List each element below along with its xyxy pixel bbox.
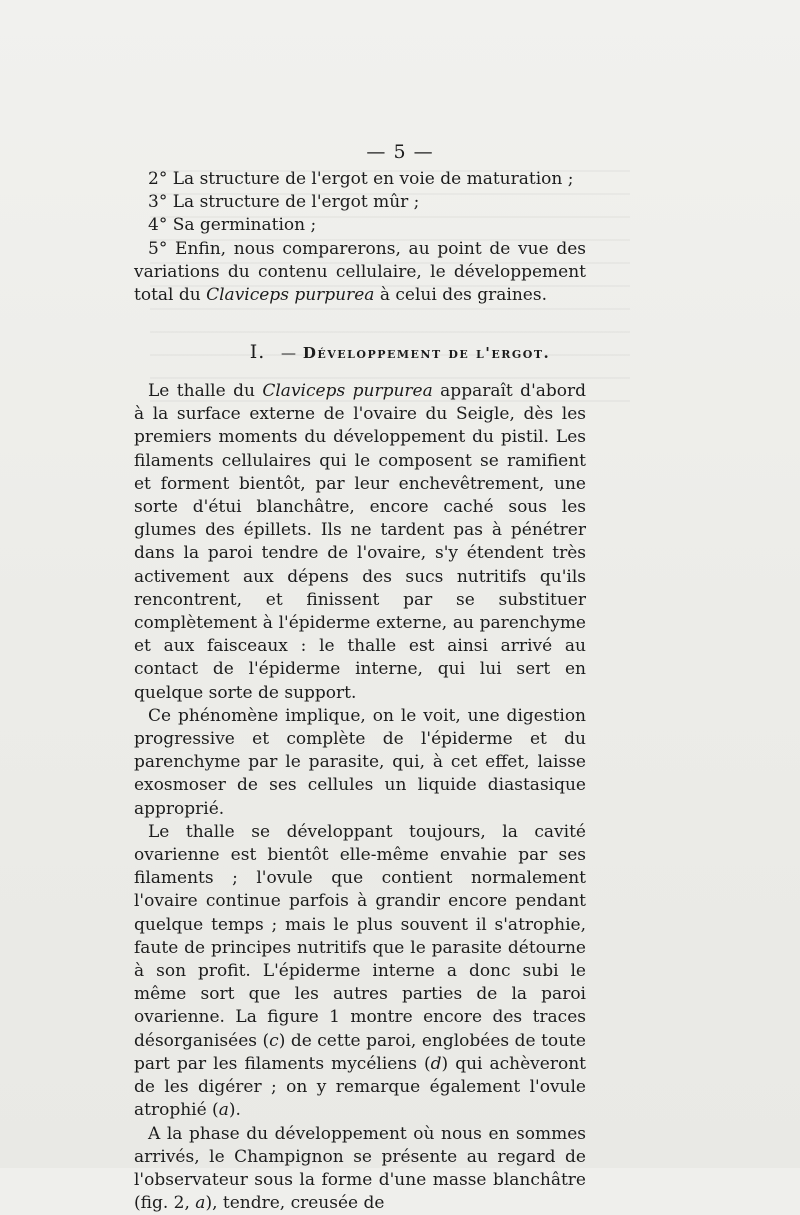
- list-number: 5°: [148, 239, 167, 259]
- list-text: à celui des graines.: [374, 285, 547, 305]
- list-item: [134, 238, 586, 308]
- paragraph-text: ).: [229, 1100, 241, 1120]
- list-text: La structure de l'ergot mûr ;: [173, 192, 420, 212]
- numbered-list: [134, 168, 586, 307]
- figure-ref: a: [195, 1193, 205, 1213]
- paragraph-text: ) qui achèveront de les digérer ; on y remarque également l'ovule atrophié (: [134, 1054, 586, 1120]
- species-name: Claviceps purpurea: [262, 381, 432, 401]
- paragraph: Ce phénomène implique, on le voit, une digestion progressive et complète de l'épiderme et du parenchyme par le parasite, qui, à cet effet, laisse exosmoser de ses cellules un liquide diastasique approprié.: [134, 705, 586, 821]
- list-number: 4°: [148, 215, 167, 235]
- paragraph: [134, 821, 586, 1123]
- list-item: [134, 168, 586, 191]
- list-item: [134, 191, 586, 214]
- list-number: 2°: [148, 169, 167, 189]
- species-name: Claviceps purpurea: [206, 285, 374, 305]
- page-number: — 5 —: [0, 141, 800, 163]
- figure-ref: d: [431, 1054, 442, 1074]
- paragraph-text: Le thalle du: [148, 381, 262, 401]
- list-text: La structure de l'ergot en voie de maturation ;: [173, 169, 574, 189]
- list-item: [134, 214, 586, 237]
- section-number: I.: [250, 341, 266, 363]
- list-text: Enfin, nous comparerons, au point de vue des variations du contenu cellulaire, le développement total du: [134, 239, 586, 305]
- section-title: Développement de l'ergot.: [303, 344, 550, 362]
- paragraph-text: ) de cette paroi, englobées de toute part par les filaments mycéliens (: [134, 1031, 586, 1074]
- paragraph-text: apparaît d'abord à la surface externe de l'ovaire du Seigle, dès les premiers moments du développement du pistil. Les filaments cellulaires qui le composent se ramifient et forment bientôt, par leur enchevêtrement, une sorte d'étui blanchâtre, encore caché sous les glumes des épillets. Ils ne tardent pas à pénétrer dans la paroi tendre de l'ovaire, s'y étendent très activement aux dépens des sucs nutritifs qu'ils rencontrent, et finissent par se substituer complètement à l'épiderme externe, au parenchyme et aux faisceaux : le thalle est ainsi arrivé au contact de l'épiderme interne, qui lui sert en quelque sorte de support.: [134, 381, 586, 703]
- paragraph-text: Le thalle se développant toujours, la cavité ovarienne est bientôt elle-même envahie par ses filaments ; l'ovule que contient normalement l'ovaire continue parfois à grandir encore pendant quelque temps ; mais le plus souvent il s'atrophie, faute de principes nutritifs que le parasite détourne à son profit. L'épiderme interne a donc subi le même sort que les autres parties de la paroi ovarienne. La figure 1 montre encore des traces désorganisées (: [134, 822, 586, 1051]
- list-number: 3°: [148, 192, 167, 212]
- figure-ref: c: [269, 1031, 279, 1051]
- paragraph-text: ), tendre, creusée de: [205, 1193, 384, 1213]
- paragraph: [134, 380, 586, 705]
- section-dash: —: [281, 344, 297, 362]
- paragraph-text: A la phase du développement où nous en sommes arrivés, le Champignon se présente au regard de l'observateur sous la forme d'une masse blanchâtre (fig. 2,: [134, 1124, 586, 1214]
- paragraph: [134, 1123, 586, 1215]
- body-text: [134, 380, 586, 1215]
- figure-ref: a: [219, 1100, 229, 1120]
- list-text: Sa germination ;: [173, 215, 316, 235]
- section-heading: [0, 341, 800, 363]
